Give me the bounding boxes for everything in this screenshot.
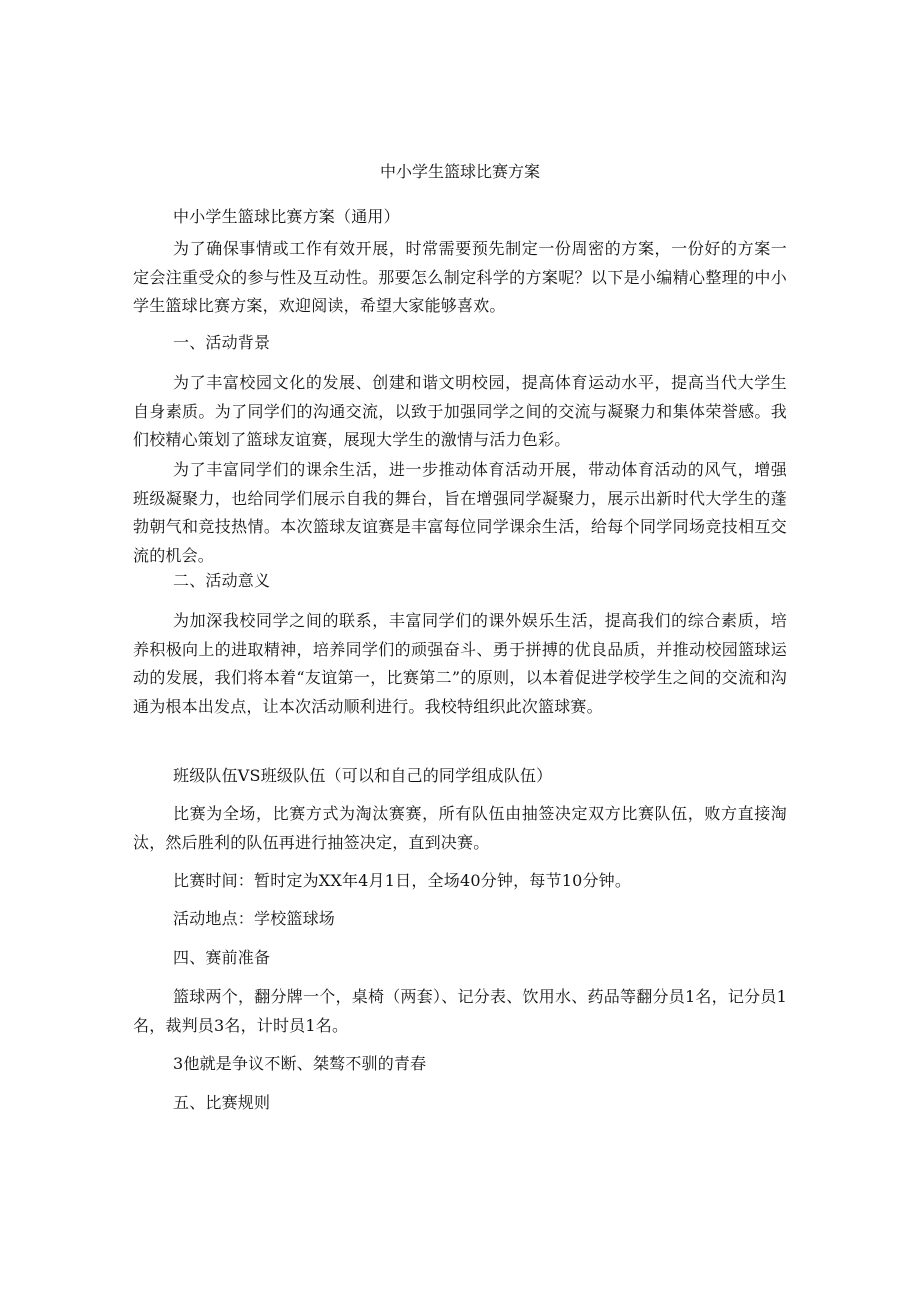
- intro-paragraph: 为了确保事情或工作有效开展，时常需要预先制定一份周密的方案，一份好的方案一定会注重受众的参与性及互动性。那要怎么制定科学的方案呢？以下是小编精心整理的中小学生篮球比赛方案，欢迎阅读，希望大家能够喜欢。: [133, 239, 787, 315]
- section-heading-significance: 二、活动意义: [173, 571, 271, 590]
- section-heading-rules: 五、比赛规则: [173, 1093, 271, 1112]
- preparation-paragraph: 篮球两个，翻分牌一个，桌椅（两套）、记分表、饮用水、药品等翻分员1名，记分员1名，裁判员3名，计时员1名。: [133, 987, 787, 1035]
- significance-paragraph: 为加深我校同学之间的联系，丰富同学们的课外娱乐生活，提高我们的综合素质，培养积极向上的进取精神，培养同学们的顽强奋斗、勇于拼搏的优良品质，并推动校园篮球运动的发展，我们将本着“友谊第一，比赛第二”的原则，以本着促进学校学生之间的交流和沟通为根本出发点，让本次活动顺利进行。我校特组织此次篮球赛。: [133, 611, 787, 716]
- teams-line: 班级队伍VS班级队伍（可以和自己的同学组成队伍）: [173, 766, 553, 785]
- section-heading-background: 一、活动背景: [173, 333, 271, 352]
- background-paragraph-1: 为了丰富校园文化的发展、创建和谐文明校园，提高体育运动水平，提高当代大学生自身素质。为了同学们的沟通交流，以致于加强同学之间的交流与凝聚力和集体荣誉感。我们校精心策划了篮球友谊赛，展现大学生的激情与活力色彩。: [133, 373, 787, 449]
- document-subtitle: 中小学生篮球比赛方案（通用）: [173, 207, 400, 226]
- quote-line: 3他就是争议不断、桀骜不驯的青春: [173, 1054, 427, 1073]
- match-time-line: 比赛时间：暂时定为XX年4月1日，全场40分钟，每节10分钟。: [173, 871, 632, 890]
- background-paragraph-2: 为了丰富同学们的课余生活，进一步推动体育活动开展，带动体育活动的风气，增强班级凝聚力，也给同学们展示自我的舞台，旨在增强同学凝聚力，展示出新时代大学生的蓬勃朝气和竞技热情。本次篮球友谊赛是丰富每位同学课余生活，给每个同学同场竞技相互交流的机会。: [133, 460, 787, 565]
- format-paragraph: 比赛为全场，比赛方式为淘汰赛赛，所有队伍由抽签决定双方比赛队伍，败方直接淘汰，然后胜利的队伍再进行抽签决定，直到决赛。: [133, 804, 787, 852]
- venue-line: 活动地点：学校篮球场: [173, 909, 336, 928]
- section-heading-preparation: 四、赛前准备: [173, 948, 271, 967]
- document-title: 中小学生篮球比赛方案: [379, 162, 540, 181]
